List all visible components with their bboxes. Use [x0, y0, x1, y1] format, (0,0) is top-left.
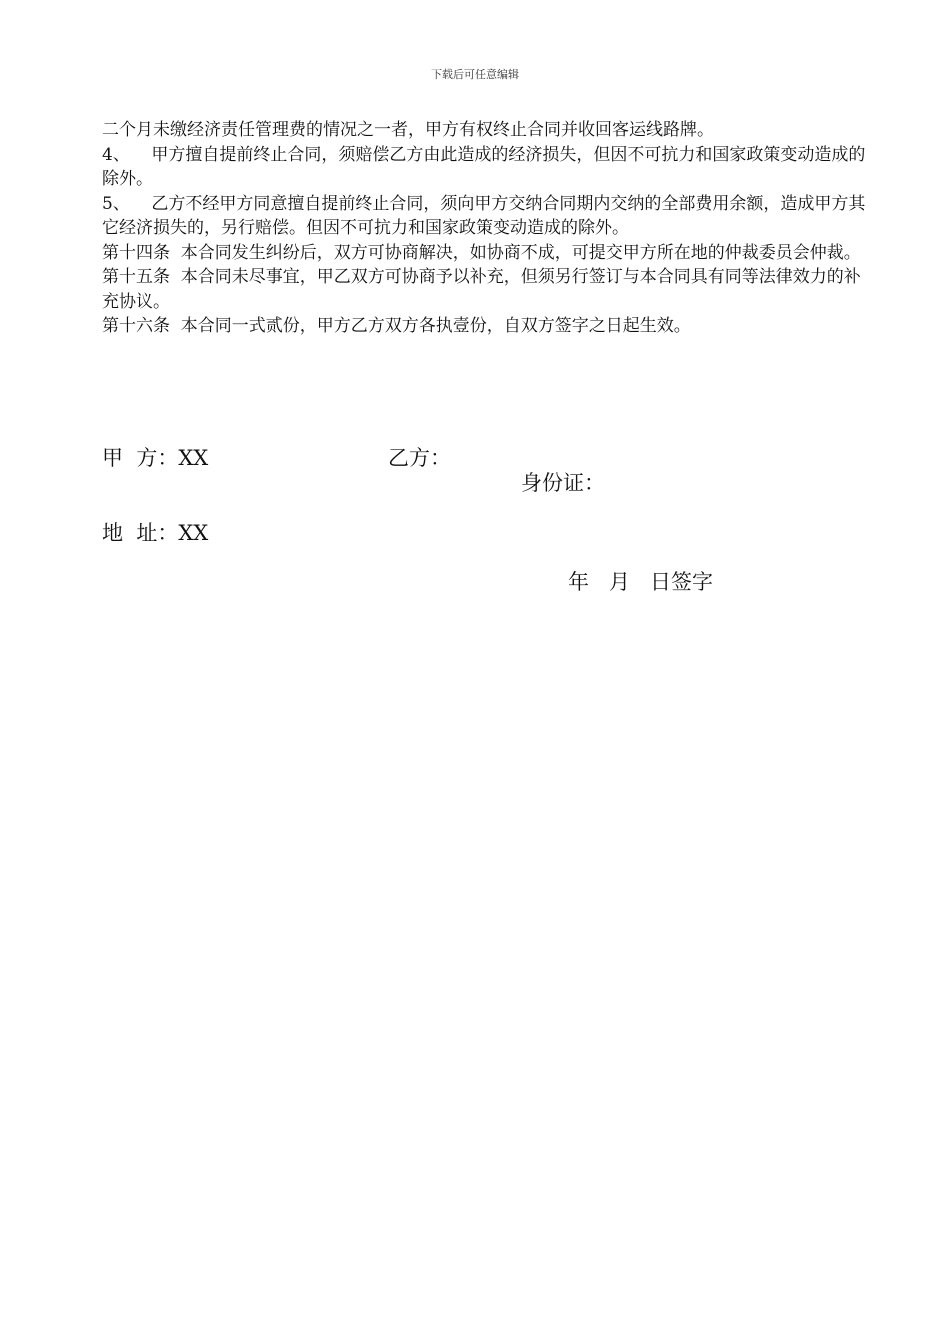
- id-card-label: 身份证：: [521, 471, 605, 495]
- clause-paragraph: 第十六条 本合同一式贰份，甲方乙方双方各执壹份，自双方签字之日起生效。: [102, 316, 691, 336]
- contract-body: [102, 118, 872, 339]
- clause-paragraph: 第十五条 本合同未尽事宜，甲乙双方可协商予以补充，但须另行签订与本合同具有同等法律效力的补充协议。: [102, 267, 861, 312]
- party-b-label: 乙方：: [388, 446, 451, 470]
- party-a-label: 甲 方：XX: [102, 446, 209, 470]
- clause-paragraph: 4、 甲方擅自提前终止合同，须赔偿乙方由此造成的经济损失，但因不可抗力和国家政策变动造成的除外。: [102, 144, 866, 189]
- signing-date-label: 年 月 日签字: [568, 570, 714, 594]
- page-header-note: 下载后可任意编辑: [431, 68, 519, 81]
- address-label: 地 址：XX: [102, 521, 209, 545]
- clause-paragraph: 二个月未缴经济责任管理费的情况之一者，甲方有权终止合同并收回客运线路牌。: [102, 120, 714, 140]
- clause-paragraph: 第十四条 本合同发生纠纷后，双方可协商解决，如协商不成，可提交甲方所在地的仲裁委员会仲裁。: [102, 242, 861, 263]
- clause-paragraph: 5、 乙方不经甲方同意擅自提前终止合同，须向甲方交纳合同期内交纳的全部费用余额，造成甲方其它经济损失的，另行赔偿。但因不可抗力和国家政策变动造成的除外。: [102, 193, 866, 238]
